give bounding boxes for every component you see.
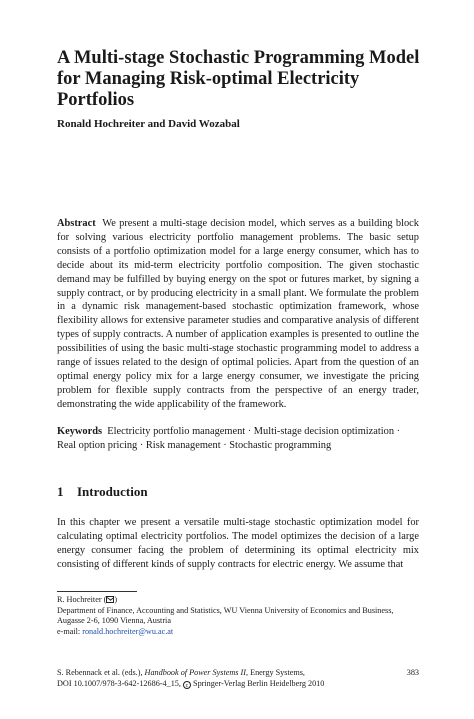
footnote-name: R. Hochreiter ( (57, 595, 107, 604)
section-heading (57, 484, 148, 500)
citation-line-2 (57, 679, 419, 690)
page-number: 383 (406, 668, 419, 677)
citation-publisher: Springer-Verlag Berlin Heidelberg 2010 (190, 678, 325, 688)
section-number: 1 (57, 484, 64, 499)
abstract (57, 217, 419, 412)
paper-title: A Multi-stage Stochastic Programming Model for Managing Risk-optimal Electricity Portfolios (57, 48, 420, 110)
citation-book-title: Handbook of Power Systems II (144, 668, 246, 677)
footnote-rule (57, 591, 137, 592)
envelope-icon (106, 596, 114, 603)
keywords (57, 425, 419, 453)
intro-paragraph: In this chapter we present a versatile multi-stage stochastic optimization model for calculating optimal electricity portfolios. The model optimizes the decision of a large energy consumer facing the problem of determining its optimal electricity mix consisting of different kinds of supply contracts for electric energy. We assume that (57, 517, 419, 570)
footnote-name-end: ) (114, 595, 118, 604)
footnote-affiliation: Department of Finance, Accounting and Statistics, WU Vienna University of Economics and Business, Augasse 2-6, 1090 Vienna, Austria (57, 605, 394, 626)
email-link[interactable]: ronald.hochreiter@wu.ac.at (82, 626, 174, 636)
citation-footer (57, 668, 419, 689)
abstract-text: We present a multi-stage decision model, which serves as a building block for solving various electricity portfolio management problems. The basic setup consists of a portfolio optimization model for a large energy consumer, which has to decide about its mid-term electricity portfolio composition. The given stochastic demand may be fulfilled by buying energy on the spot or futures market, by signing a supply contract, or by producing electricity in a small plant. We formulate the problem in a dynamic risk management-based stochastic optimization framework, whose flexibility allows for extensive parameter studies and comparative analysis of different types of supply contracts. A number of application examples is presented to outline the possibilities of using the basic multi-stage stochastic programming model to address a range of issues related to the design of optimal policies. Apart from the question of an optimal energy policy mix for a large energy consumer, we investigate the pricing problem for flexible supply contracts from the perspective of an energy trader, demonstrating the wide applicability of the framework. (57, 218, 419, 410)
citation-series: , Energy Systems, (245, 668, 305, 677)
citation-doi: DOI 10.1007/978-3-642-12686-4_15, (57, 678, 183, 688)
citation-editors: S. Rebennack et al. (eds.), (57, 668, 145, 677)
abstract-heading: Abstract (57, 218, 96, 229)
footnote-email-line (57, 627, 419, 638)
section-title: Introduction (77, 484, 148, 499)
author-list: Ronald Hochreiter and David Wozabal (57, 118, 240, 130)
copyright-icon (183, 681, 191, 689)
footnote-name-line (57, 595, 419, 606)
footnote-email-label: e-mail: (57, 626, 83, 636)
citation-line-1 (57, 668, 419, 679)
author-footnote (57, 595, 419, 637)
keywords-heading: Keywords (57, 426, 103, 437)
keywords-text: Electricity portfolio management · Multi-stage decision optimization · Real option pricing · Risk management · Stochastic programming (57, 426, 401, 451)
